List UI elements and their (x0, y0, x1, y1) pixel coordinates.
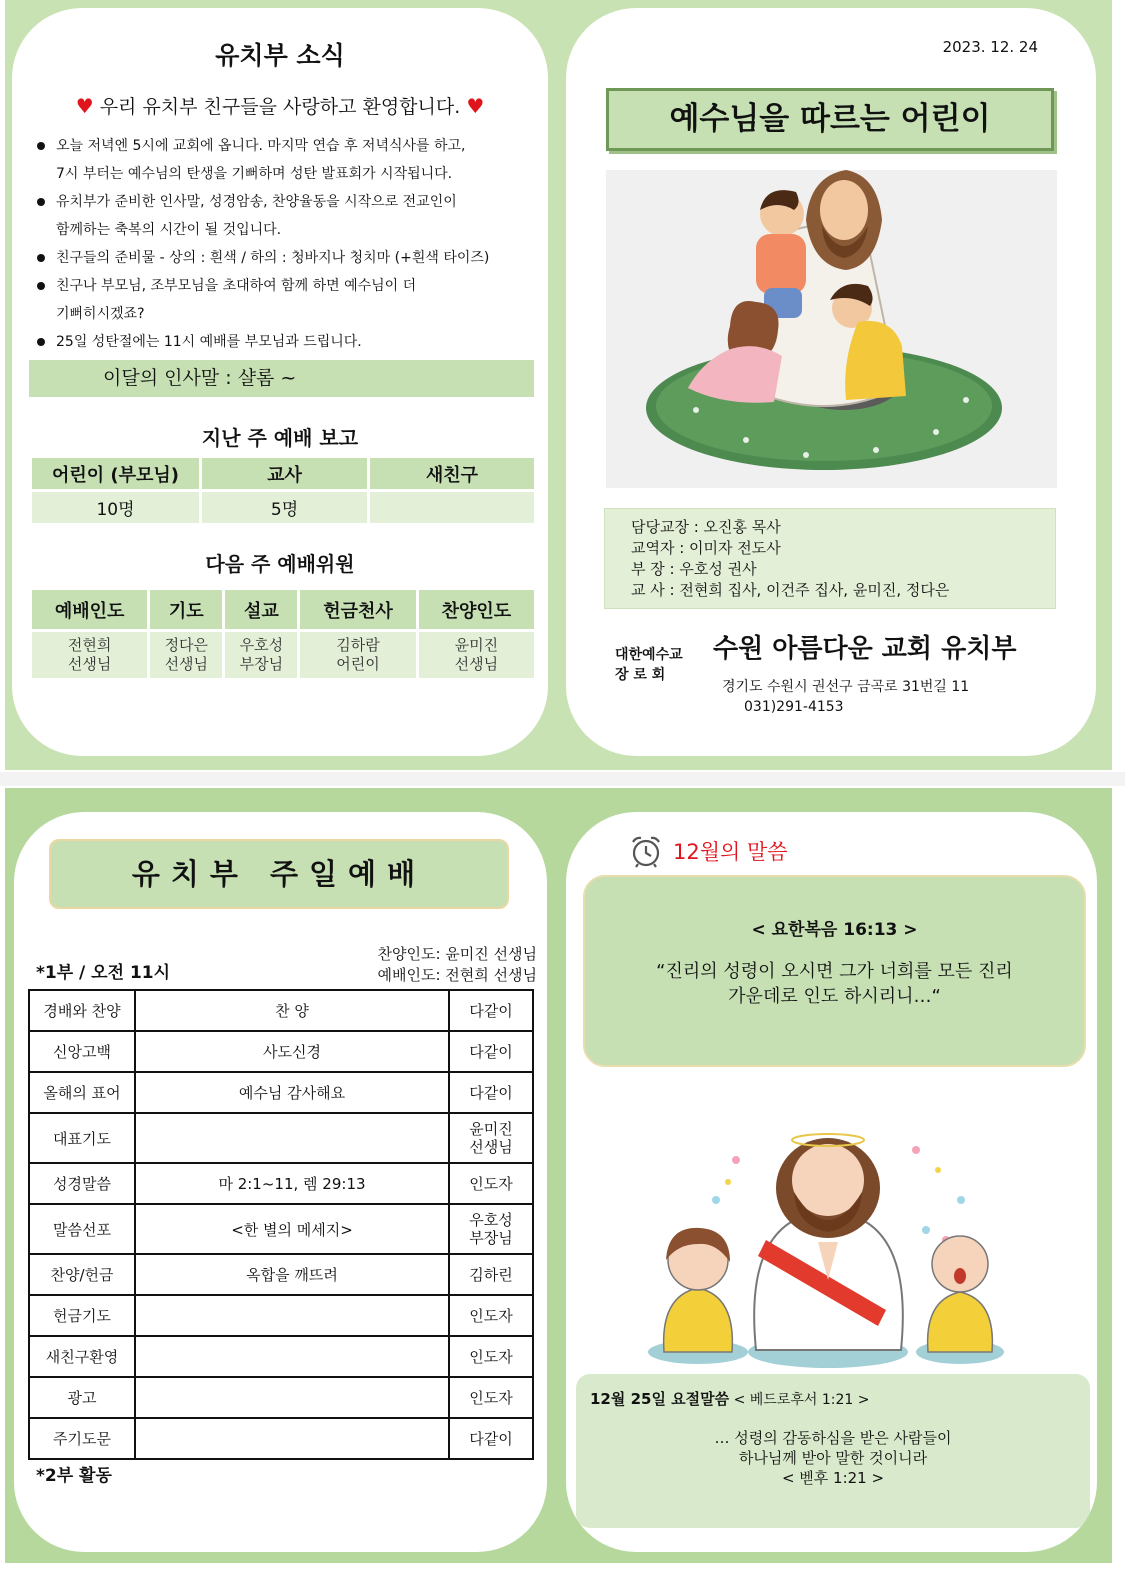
welcome-text: 우리 유치부 친구들을 사랑하고 환영합니다. (99, 96, 461, 118)
page-divider (0, 772, 1125, 786)
table-row: 새친구환영 인도자 (29, 1336, 533, 1377)
notice-item: 유치부가 준비한 인사말, 성경암송, 찬양율동을 시작으로 전교인이 함께하는 축복의 시간이 될 것입니다. (34, 188, 534, 244)
bulletin-date: 2023. 12. 24 (942, 38, 1038, 56)
duty-header: 찬양인도 (419, 590, 534, 629)
feast-verse-ref: < 베드로후서 1:21 > (733, 1392, 870, 1408)
session-1-label: *1부 / 오전 11시 (36, 963, 171, 983)
worship-title: 유치부 주일예배 (49, 839, 509, 909)
table-row: 성경말씀 마 2:1~11, 렘 29:13 인도자 (29, 1163, 533, 1204)
duty-header: 예배인도 (32, 590, 147, 629)
notice-list (34, 132, 534, 356)
feast-verse-text: … 성령의 감동하심을 받은 사람들이 하나님께 받아 말한 것이니라 < 벧후 1:21 > (714, 1429, 952, 1487)
notice-item: 25일 성탄절에는 11시 예배를 부모님과 드립니다. (34, 328, 534, 356)
word-card (566, 812, 1097, 1552)
table-row: 헌금기도 인도자 (29, 1295, 533, 1336)
table-row: 경배와 찬양 찬 양 다같이 (29, 990, 533, 1031)
staff-box (604, 508, 1056, 609)
table-row: 말씀선포 <한 별의 메세지> 우호성 부장님 (29, 1204, 533, 1254)
news-card (12, 8, 548, 756)
duty-person: 윤미진 선생님 (419, 632, 534, 678)
heart-icon: ♥ (466, 94, 485, 118)
table-row: 주기도문 다같이 (29, 1418, 533, 1459)
table-row: 대표기도 윤미진 선생님 (29, 1113, 533, 1163)
report-value: 5명 (202, 492, 367, 523)
verse-reference: < 요한복음 16:13 > (751, 920, 918, 940)
cover-card (566, 8, 1096, 756)
phone-text: 031)291-4153 (744, 699, 844, 715)
church-address (722, 677, 969, 717)
notice-item: 친구나 부모님, 조부모님을 초대하여 함께 하면 예수님이 더 기뻐히시겠죠? (34, 272, 534, 328)
news-title: 유치부 소식 (215, 41, 345, 70)
greeting-bar: 이달의 인사말 : 샬롬 ~ (29, 360, 534, 397)
table-row: 신앙고백 사도신경 다같이 (29, 1031, 533, 1072)
address-text: 경기도 수원시 권선구 금곡로 31번길 11 (722, 679, 970, 695)
next-week-table (29, 587, 537, 681)
duty-person: 정다은 선생님 (150, 632, 222, 678)
report-header: 어린이 (부모님) (32, 458, 199, 489)
duty-header: 기도 (150, 590, 222, 629)
denomination: 대한예수교 장 로 회 (615, 647, 683, 683)
duty-person: 우호성 부장님 (225, 632, 297, 678)
order-of-service (28, 989, 534, 1460)
feast-verse-label: 12월 25일 요절말씀 (590, 1390, 730, 1408)
staff-line: 교역자 : 이미자 전도사 (631, 539, 781, 557)
report-value: 10명 (32, 492, 199, 523)
table-row: 찬양/헌금 옥합을 깨뜨려 김하린 (29, 1254, 533, 1295)
praying-jesus-and-children-illustration (616, 1130, 1036, 1370)
notice-item: 친구들의 준비물 - 상의 : 흰색 / 하의 : 청바지나 청치마 (+흰색 타이즈) (34, 244, 534, 272)
alarm-clock-icon (629, 834, 663, 868)
staff-line: 담당교장 : 오진홍 목사 (631, 518, 781, 536)
worship-card (14, 812, 547, 1552)
staff-line: 부 장 : 우호성 권사 (631, 560, 757, 578)
feast-verse-header (590, 1388, 869, 1409)
notice-item: 오늘 저녁엔 5시에 교회에 옵니다. 마지막 연습 후 저녁식사를 하고, 7시 부터는 예수님의 탄생을 기뻐하며 성탄 발표회가 시작됩니다. (34, 132, 534, 188)
staff-line: 교 사 : 전현희 집사, 이건주 집사, 윤미진, 정다은 (631, 581, 950, 599)
duty-header: 설교 (225, 590, 297, 629)
report-header: 새친구 (370, 458, 534, 489)
word-title: 12월의 말씀 (673, 840, 788, 864)
report-value (370, 492, 534, 523)
duty-person: 김하람 어린이 (300, 632, 415, 678)
report-header: 교사 (202, 458, 367, 489)
table-row: 올해의 표어 예수님 감사해요 다같이 (29, 1072, 533, 1113)
report-table (29, 455, 537, 526)
table-row: 광고 인도자 (29, 1377, 533, 1418)
duty-header: 헌금천사 (300, 590, 415, 629)
session-2-label: *2부 활동 (36, 1466, 112, 1486)
feast-verse-box (576, 1374, 1090, 1528)
theme-title: 예수님을 따르는 어린이 (606, 88, 1054, 151)
report-title: 지난 주 예배 보고 (201, 426, 359, 450)
word-header (629, 834, 788, 868)
welcome-line (12, 92, 548, 119)
verse-text: “진리의 성령이 오시면 그가 너희를 모든 진리 가운데로 인도 하시리니…“ (656, 961, 1013, 1007)
next-week-title: 다음 주 예배위원 (205, 552, 355, 576)
leaders-info: 찬양인도: 윤미진 선생님 예배인도: 전현희 선생님 (377, 945, 537, 984)
verse-box (583, 875, 1086, 1067)
jesus-with-children-illustration (606, 170, 1057, 488)
heart-icon: ♥ (75, 94, 94, 118)
duty-person: 전현희 선생님 (32, 632, 147, 678)
church-name: 수원 아름다운 교회 유치부 (713, 634, 1017, 664)
